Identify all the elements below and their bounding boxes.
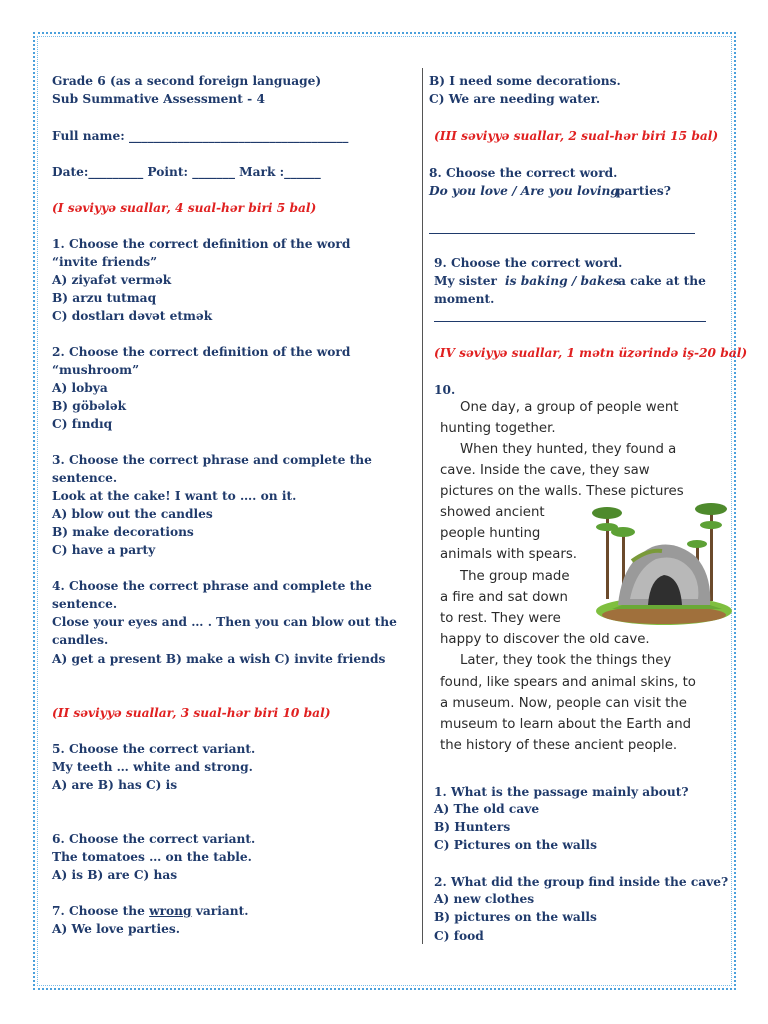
level3-heading: (III səviyyə suallar, 2 sual-hər biri 15 bal) bbox=[434, 129, 719, 143]
q3-line2: sentence. bbox=[52, 471, 118, 485]
q4-line3: Close your eyes and … . Then you can blow out the bbox=[52, 615, 397, 629]
passage-line: pictures on the walls. These pictures bbox=[440, 484, 684, 499]
q1-option-c: C) dostları dəvət etmək bbox=[52, 309, 213, 323]
passage-line: museum to learn about the Earth and bbox=[440, 717, 692, 732]
full-name-field: Full name: ____________________________________ bbox=[52, 129, 349, 143]
q7-option-c: C) We are needing water. bbox=[429, 92, 601, 106]
q5-options: A) are B) has C) is bbox=[52, 778, 178, 792]
q7-option-b: B) I need some decorations. bbox=[429, 74, 621, 88]
passage-line: One day, a group of people went bbox=[460, 400, 679, 415]
passage-line: to rest. They were bbox=[440, 611, 561, 626]
q5-line2: My teeth … white and strong. bbox=[52, 760, 253, 774]
sq1-option-c: C) Pictures on the walls bbox=[434, 838, 597, 852]
grade-line: Grade 6 (as a second foreign language) bbox=[52, 74, 322, 88]
level2-heading: (II səviyyə suallar, 3 sual-hər biri 10 bal) bbox=[52, 706, 331, 720]
column-divider bbox=[422, 68, 423, 944]
q4-options: A) get a present B) make a wish C) invite friends bbox=[52, 652, 386, 666]
q1-line2: “invite friends” bbox=[52, 255, 158, 269]
q8-line1: 8. Choose the correct word. bbox=[429, 166, 618, 180]
passage-line: Later, they took the things they bbox=[460, 653, 672, 668]
date-point-mark-line: Date:_________ Point: _______ Mark :______ bbox=[52, 165, 321, 179]
level4-heading: (IV səviyyə suallar, 1 mətn üzərində iş-20 bal) bbox=[434, 346, 748, 360]
q7-suffix: variant. bbox=[191, 904, 249, 918]
passage-line: When they hunted, they found a bbox=[460, 442, 677, 457]
passage-line: found, like spears and animal skins, to bbox=[440, 675, 696, 690]
level1-heading: (I səviyyə suallar, 4 sual-hər biri 5 bal) bbox=[52, 201, 317, 215]
q7-wrong-word: wrong bbox=[149, 904, 192, 918]
passage-line: a fire and sat down bbox=[440, 590, 568, 605]
q3-line3: Look at the cake! I want to …. on it. bbox=[52, 489, 297, 503]
q7-option-a: A) We love parties. bbox=[52, 922, 180, 936]
q9-line1: 9. Choose the correct word. bbox=[434, 256, 623, 270]
q6-options: A) is B) are C) has bbox=[52, 868, 178, 882]
passage-line: cave. Inside the cave, they saw bbox=[440, 463, 650, 478]
q1-line1: 1. Choose the correct definition of the word bbox=[52, 237, 351, 251]
q3-line1: 3. Choose the correct phrase and complete the bbox=[52, 453, 372, 467]
passage-line: The group made bbox=[460, 569, 570, 584]
q3-option-b: B) make decorations bbox=[52, 525, 194, 539]
passage-line: happy to discover the old cave. bbox=[440, 632, 650, 647]
q4-line2: sentence. bbox=[52, 597, 118, 611]
q4-line1: 4. Choose the correct phrase and complete the bbox=[52, 579, 372, 593]
passage-line: people hunting bbox=[440, 526, 541, 541]
q9-answer-line bbox=[434, 321, 706, 322]
passage-line: the history of these ancient people. bbox=[440, 738, 678, 753]
q8-choices: Do you love / Are you loving bbox=[429, 184, 619, 198]
sq2-option-b: B) pictures on the walls bbox=[434, 910, 597, 924]
q7-line1 bbox=[52, 902, 248, 920]
sq2-option-a: A) new clothes bbox=[434, 892, 535, 906]
q2-option-c: C) fındıq bbox=[52, 417, 113, 431]
q6-line1: 6. Choose the correct variant. bbox=[52, 832, 256, 846]
q9-line2-end: a cake at the bbox=[618, 274, 706, 288]
q2-option-a: A) lobya bbox=[52, 381, 108, 395]
q2-option-b: B) göbələk bbox=[52, 399, 127, 413]
q2-line2: “mushroom” bbox=[52, 363, 140, 377]
q1-option-b: B) arzu tutmaq bbox=[52, 291, 157, 305]
cave-illustration bbox=[592, 499, 732, 627]
q6-line2: The tomatoes … on the table. bbox=[52, 850, 252, 864]
q10-number: 10. bbox=[434, 383, 456, 397]
passage-line: animals with spears. bbox=[440, 547, 577, 562]
q9-line2-start: My sister bbox=[434, 274, 497, 288]
q8-answer-line bbox=[429, 233, 695, 234]
sq2-option-c: C) food bbox=[434, 929, 484, 943]
q5-line1: 5. Choose the correct variant. bbox=[52, 742, 256, 756]
q8-line2-end: parties? bbox=[616, 184, 671, 198]
passage-line: showed ancient bbox=[440, 505, 545, 520]
q7-prefix: 7. Choose the bbox=[52, 904, 150, 918]
sq1-option-b: B) Hunters bbox=[434, 820, 511, 834]
q3-option-a: A) blow out the candles bbox=[52, 507, 213, 521]
q3-option-c: C) have a party bbox=[52, 543, 156, 557]
q2-line1: 2. Choose the correct definition of the word bbox=[52, 345, 351, 359]
passage-line: a museum. Now, people can visit the bbox=[440, 696, 687, 711]
q4-line4: candles. bbox=[52, 633, 109, 647]
q9-line3: moment. bbox=[434, 292, 495, 306]
sq1-line1: 1. What is the passage mainly about? bbox=[434, 785, 689, 799]
assessment-title: Sub Summative Assessment - 4 bbox=[52, 92, 265, 106]
q1-option-a: A) ziyafət vermək bbox=[52, 273, 172, 287]
q9-choices: is baking / bakes bbox=[505, 274, 621, 288]
sq1-option-a: A) The old cave bbox=[434, 802, 540, 816]
passage-line: hunting together. bbox=[440, 421, 556, 436]
sq2-line1: 2. What did the group find inside the cave? bbox=[434, 875, 729, 889]
